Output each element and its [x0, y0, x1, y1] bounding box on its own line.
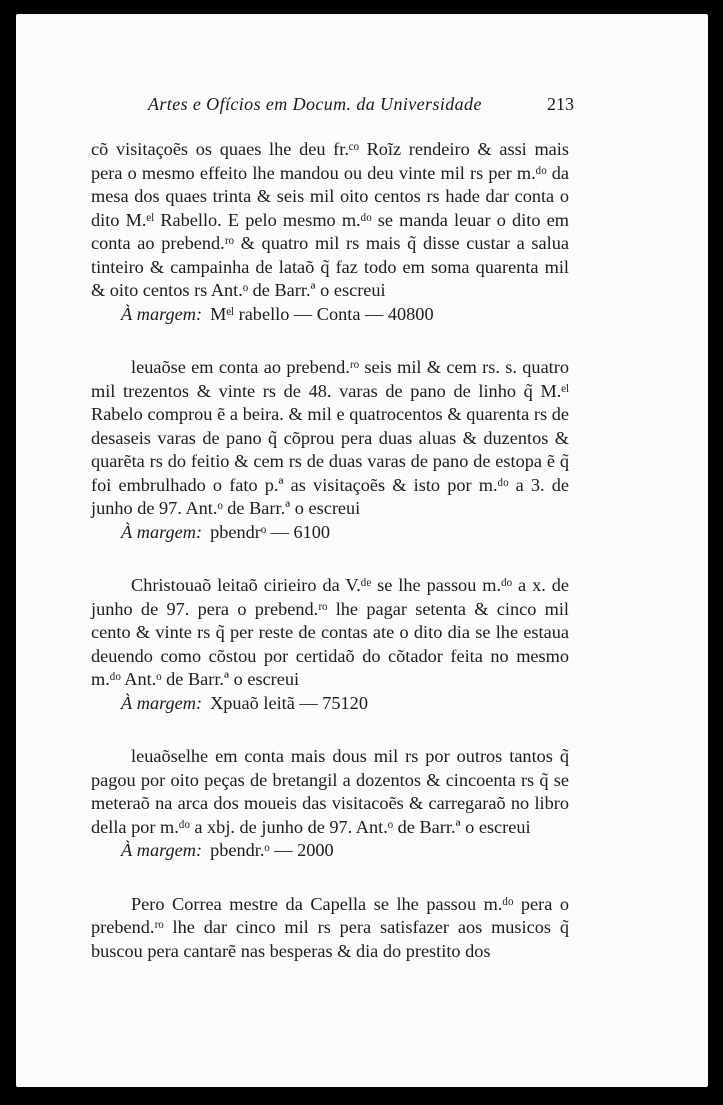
margin-note-3	[91, 692, 569, 716]
paragraph-5: Pero Correa mestre da Capella se lhe passou m.ᵈᵒ pera o prebend.ʳᵒ lhe dar cinco mil rs pera satisfazer aos musicos q̃ buscou pera cantarẽ nas besperas & dia do prestito dos	[91, 893, 569, 961]
margin-note-text: pbendrᵒ — 6100	[210, 521, 331, 542]
margin-label: À margem:	[121, 692, 203, 713]
running-header	[148, 94, 574, 118]
margin-note-text: pbendr.ᵒ — 2000	[210, 840, 334, 860]
margin-note-text: Mᵉˡ rabello — Conta — 40800	[210, 303, 434, 324]
margin-note-text: Xpuaõ leitã — 75120	[210, 692, 368, 713]
paragraph-4: leuaõselhe em conta mais dous mil rs por outros tantos q̃ pagou por oito peças de bretangil a dozentos & cincoenta rs q̃ se meteraõ na arca dos moueis das visitacoẽs & carregaraõ no libro della por m.ᵈᵒ a xbj. de junho de 97. Ant.ᵒ de Barr.ª o escreui	[91, 746, 569, 837]
running-title: Artes e Ofícios em Docum. da Universidade	[148, 94, 482, 114]
paragraph-2: leuaõse em conta ao prebend.ʳᵒ seis mil & cem rs. s. quatro mil trezentos & vinte rs de 48. varas de pano de linho q̃ M.ᵉˡ Rabelo comprou ẽ a beira. & mil e quatrocentos & quarenta rs de desaseis varas de pano q̃ cõprou pera duas aluas & duzentos & quarẽta rs do feitio & cem rs de duas varas de pano de estopa ẽ q̃ foi embrulhado o fato p.ª as visitaçoẽs & isto por m.ᵈᵒ a 3. de junho de 97. Ant.ᵒ de Barr.ª o escreui	[91, 357, 569, 518]
paragraph-1: cõ visitaçoẽs os quaes lhe deu fr.ᶜᵒ Roĩz rendeiro & assi mais pera o mesmo effeito lhe mandou ou deu vinte mil rs per m.ᵈᵒ da mesa dos quaes trinta & seis mil oito centos rs hade dar conta o dito M.ᵉˡ Rabello. E pelo mesmo m.ᵈᵒ se manda leuar o dito em conta ao prebend.ʳᵒ & quatro mil rs mais q̃ disse custar a salua tinteiro & campainha de lataõ q̃ faz todo em soma quarenta mil & oito centos rs Ant.ᵒ de Barr.ª o escreui	[91, 139, 569, 300]
margin-label: À margem:	[121, 840, 203, 860]
margin-label: À margem:	[121, 303, 203, 324]
margin-note-4	[91, 839, 569, 863]
margin-note-2	[91, 521, 569, 545]
page-body	[91, 138, 569, 963]
paragraph-3: Christouaõ leitaõ cirieiro da V.ᵈᵉ se lhe passou m.ᵈᵒ a x. de junho de 97. pera o prebend.ʳᵒ lhe pagar setenta & cinco mil cento & vinte rs q̃ per reste de contas ate o dito dia se lhe estaua deuendo como cõstou por certidaõ do cõtador feita no mesmo m.ᵈᵒ Ant.ᵒ de Barr.ª o escreui	[91, 575, 569, 689]
page-number: 213	[547, 94, 574, 114]
margin-note-1	[91, 303, 569, 327]
margin-label: À margem:	[121, 521, 203, 542]
